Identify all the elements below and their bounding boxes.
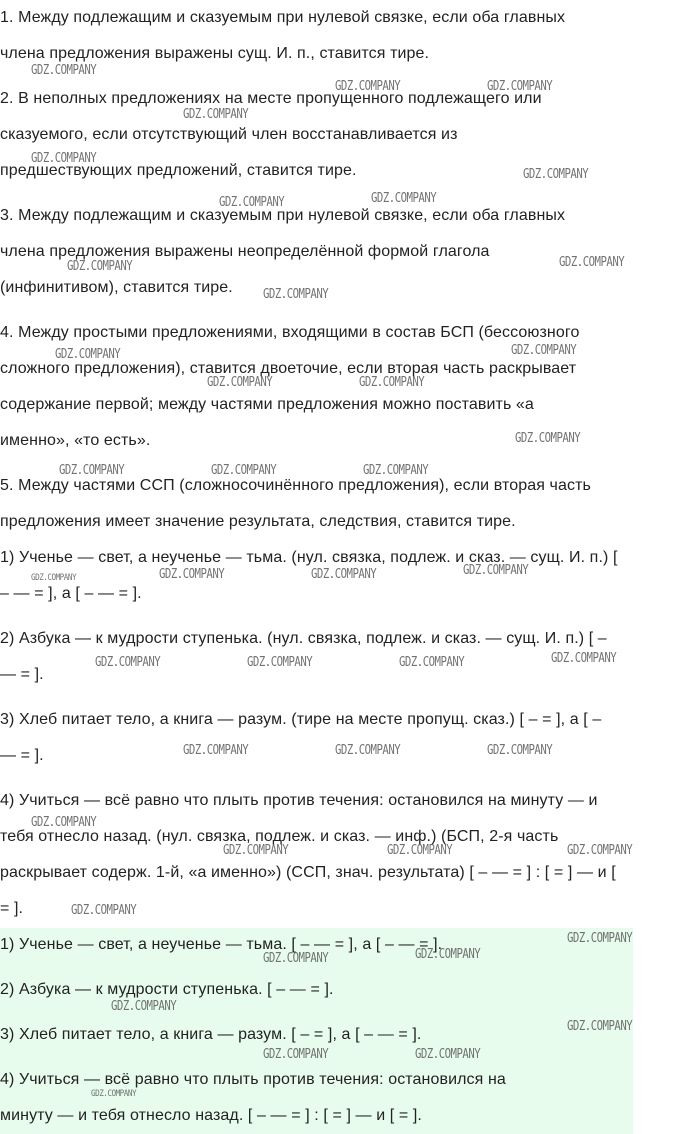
watermark: GDZ.COMPANY: [183, 107, 249, 122]
answer-line-1: 1) Ученье — свет, а неученье — тьма. [ – — = ], а [ – — = ].: [0, 936, 443, 953]
answer-line-2: 2) Азбука — к мудрости ступенька. [ – — = ].: [0, 981, 334, 998]
watermark: GDZ.COMPANY: [111, 999, 177, 1014]
analysis-4-line-4: = ].: [0, 900, 24, 917]
watermark: GDZ.COMPANY: [387, 843, 453, 858]
watermark: GDZ.COMPANY: [95, 655, 161, 670]
rule-2-line-3: предшествующих предложений, ставится тире.: [0, 162, 357, 179]
watermark: GDZ.COMPANY: [247, 655, 313, 670]
watermark: GDZ.COMPANY: [559, 255, 625, 270]
watermark: GDZ.COMPANY: [567, 931, 633, 946]
rule-4-line-2: сложного предложения), ставится двоеточие, если вторая часть раскрывает: [0, 360, 577, 377]
watermark: GDZ.COMPANY: [159, 567, 225, 582]
watermark: GDZ.COMPANY: [487, 743, 553, 758]
rule-2-line-2: сказуемого, если отсутствующий член восстанавливается из: [0, 126, 458, 143]
watermark: GDZ.COMPANY: [515, 431, 581, 446]
watermark: GDZ.COMPANY: [211, 463, 277, 478]
watermark: GDZ.COMPANY: [55, 347, 121, 362]
analysis-4-line-2: тебя отнесло назад. (нул. связка, подлеж. и сказ. — инф.) (БСП, 2-я часть: [0, 828, 559, 845]
watermark: GDZ.COMPANY: [59, 463, 125, 478]
watermark: GDZ.COMPANY: [487, 79, 553, 94]
analysis-2-line-2: — = ].: [0, 666, 44, 683]
watermark: GDZ.COMPANY: [31, 815, 97, 830]
watermark: GDZ.COMPANY: [263, 1047, 329, 1062]
watermark: GDZ.COMPANY: [91, 1089, 137, 1099]
watermark: GDZ.COMPANY: [223, 843, 289, 858]
rule-1-line-2: члена предложения выражены сущ. И. п., ставится тире.: [0, 45, 430, 62]
watermark: GDZ.COMPANY: [359, 375, 425, 390]
watermark: GDZ.COMPANY: [219, 195, 285, 210]
watermark: GDZ.COMPANY: [263, 287, 329, 302]
rule-1-line-1: 1. Между подлежащим и сказуемым при нулевой связке, если оба главных: [0, 9, 566, 26]
analysis-1-line-1: 1) Ученье — свет, а неученье — тьма. (нул. связка, подлеж. и сказ. — сущ. И. п.) [: [0, 549, 618, 566]
rule-3-line-3: (инфинитивом), ставится тире.: [0, 279, 233, 296]
analysis-3-line-1: 3) Хлеб питает тело, а книга — разум. (тире на месте пропущ. сказ.) [ – = ], а [ –: [0, 711, 602, 728]
analysis-4-line-1: 4) Учиться — всё равно что плыть против течения: остановился на минуту — и: [0, 792, 598, 809]
answer-line-3: 3) Хлеб питает тело, а книга — разум. [ – = ], а [ – — = ].: [0, 1026, 422, 1043]
analysis-4-line-3: раскрывает содерж. 1-й, «а именно») (ССП, знач. результата) [ – — = ] : [ = ] — и [: [0, 864, 616, 881]
rule-4-line-3: содержание первой; между частями предложения можно поставить «а: [0, 396, 534, 413]
rule-4-line-4: именно», «то есть».: [0, 432, 151, 449]
rule-3-line-1: 3. Между подлежащим и сказуемым при нулевой связке, если оба главных: [0, 207, 566, 224]
analysis-3-line-2: — = ].: [0, 747, 44, 764]
watermark: GDZ.COMPANY: [363, 463, 429, 478]
watermark: GDZ.COMPANY: [551, 651, 617, 666]
watermark: GDZ.COMPANY: [523, 167, 589, 182]
watermark: GDZ.COMPANY: [31, 573, 77, 583]
watermark: GDZ.COMPANY: [567, 1019, 633, 1034]
rule-3-line-2: члена предложения выражены неопределённой формой глагола: [0, 243, 490, 260]
watermark: GDZ.COMPANY: [335, 79, 401, 94]
watermark: GDZ.COMPANY: [415, 1047, 481, 1062]
watermark: GDZ.COMPANY: [71, 903, 137, 918]
watermark: GDZ.COMPANY: [263, 951, 329, 966]
rule-4-line-1: 4. Между простыми предложениями, входящими в состав БСП (бессоюзного: [0, 324, 580, 341]
watermark: GDZ.COMPANY: [183, 743, 249, 758]
watermark: GDZ.COMPANY: [31, 151, 97, 166]
watermark: GDZ.COMPANY: [415, 947, 481, 962]
analysis-1-line-2: – — = ], а [ – — = ].: [0, 585, 142, 602]
watermark: GDZ.COMPANY: [511, 343, 577, 358]
rule-2-line-1: 2. В неполных предложениях на месте пропущенного подлежащего или: [0, 90, 542, 107]
watermark: GDZ.COMPANY: [31, 63, 97, 78]
answer-line-4: 4) Учиться — всё равно что плыть против течения: остановился на: [0, 1071, 506, 1088]
analysis-2-line-1: 2) Азбука — к мудрости ступенька. (нул. связка, подлеж. и сказ. — сущ. И. п.) [ –: [0, 630, 607, 647]
watermark: GDZ.COMPANY: [567, 843, 633, 858]
watermark: GDZ.COMPANY: [335, 743, 401, 758]
watermark: GDZ.COMPANY: [399, 655, 465, 670]
watermark: GDZ.COMPANY: [67, 259, 133, 274]
watermark: GDZ.COMPANY: [463, 563, 529, 578]
watermark: GDZ.COMPANY: [207, 375, 273, 390]
watermark: GDZ.COMPANY: [311, 567, 377, 582]
watermark: GDZ.COMPANY: [371, 191, 437, 206]
rule-5-line-1: 5. Между частями ССП (сложносочинённого предложения), если вторая часть: [0, 477, 591, 494]
answer-line-5: минуту — и тебя отнесло назад. [ – — = ] : [ = ] — и [ = ].: [0, 1107, 422, 1124]
rule-5-line-2: предложения имеет значение результата, следствия, ставится тире.: [0, 513, 516, 530]
